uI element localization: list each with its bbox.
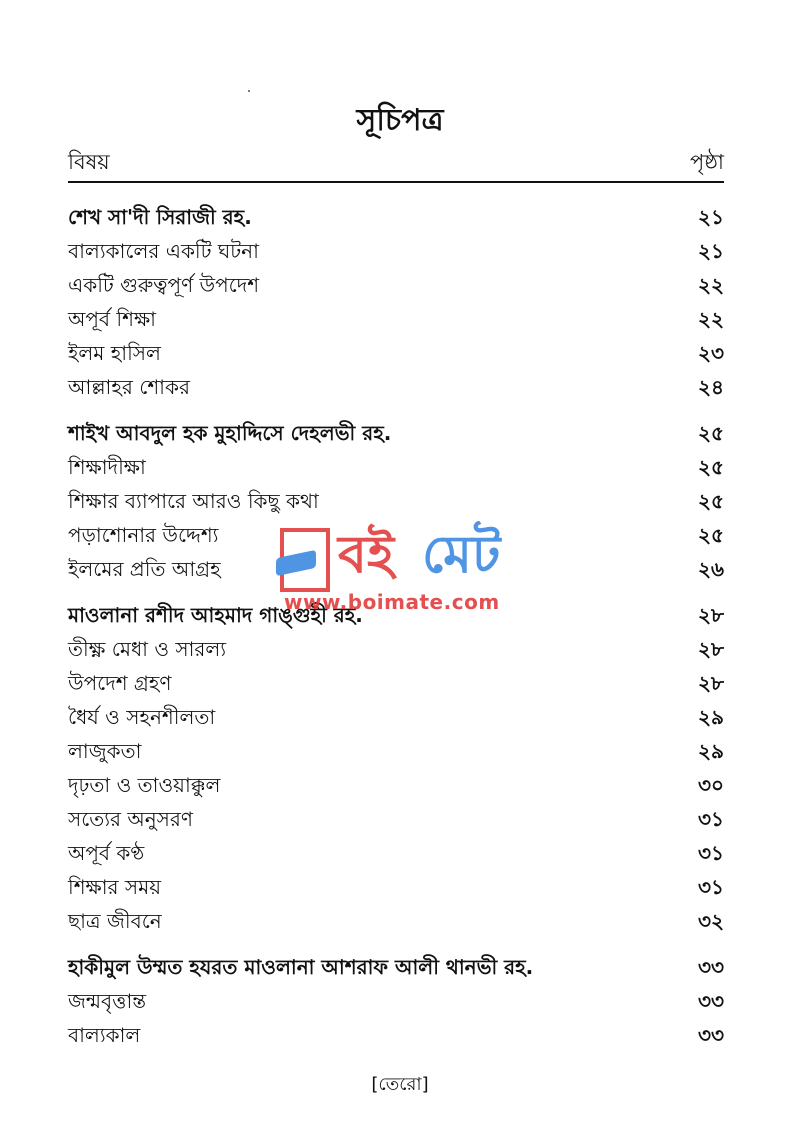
toc-entry-page: ৩৩ [697,989,724,1013]
toc-entry-title: মাওলানা রশীদ আহমাদ গাঙ্গুহী রহ. [68,603,363,627]
toc-entry-title: ছাত্র জীবনে [68,909,162,933]
toc-entry-page: ২১ [698,205,724,229]
toc-entry-row [68,370,724,404]
toc-entry-row [68,268,724,302]
toc-entry-title: তীক্ষ্ণ মেধা ও সারল্য [68,637,227,661]
toc-entry-page: ২৫ [698,523,724,547]
toc-list [68,200,724,1052]
toc-entry-row [68,234,724,268]
toc-entry-page: ৩৩ [697,1023,724,1047]
toc-entry-row [68,700,724,734]
page-column-label: পৃষ্ঠা [689,150,724,174]
toc-entry-page: ৩১ [698,807,724,831]
toc-entry-title: বাল্যকালের একটি ঘটনা [68,239,259,263]
toc-entry-row [68,484,724,518]
toc-entry-title: অপূর্ব কণ্ঠ [68,841,145,865]
toc-entry-row [68,450,724,484]
toc-chapter-row [68,200,724,234]
toc-entry-page: ২২ [697,273,724,297]
toc-entry-page: ২১ [698,239,724,263]
toc-entry-row [68,302,724,336]
toc-entry-page: ২৯ [698,739,724,763]
toc-entry-title: জন্মবৃত্তান্ত [68,989,147,1013]
toc-entry-page: ২৫ [698,421,724,445]
header-divider [68,181,724,183]
toc-entry-row [68,768,724,802]
toc-entry-title: শেখ সা'দী সিরাজী রহ. [68,205,252,229]
toc-entry-row [68,336,724,370]
logo-text-red: বই [338,525,394,585]
page-number-footer: [তেরো] [371,1074,429,1095]
toc-entry-title: ইলমের প্রতি আগ্রহ [68,557,221,581]
toc-entry-page: ৩০ [697,773,724,797]
page-title: সূচিপত্র [356,103,444,138]
toc-entry-row [68,984,724,1018]
toc-entry-row [68,632,724,666]
toc-entry-row [68,904,724,938]
toc-entry-title: পড়াশোনার উদ্দেশ্য [68,523,219,547]
toc-entry-title: শিক্ষার সময় [68,875,162,899]
toc-entry-page: ৩৩ [697,955,724,979]
toc-entry-title: একটি গুরুত্বপূর্ণ উপদেশ [68,273,260,297]
toc-entry-title: শাইখ আবদুল হক মুহাদ্দিসে দেহলভী রহ. [68,421,392,445]
toc-entry-title: শিক্ষার ব্যাপারে আরও কিছু কথা [68,489,319,513]
toc-entry-title: হাকীমুল উম্মত হযরত মাওলানা আশরাফ আলী থানভী রহ. [68,955,534,979]
speck [248,90,250,92]
toc-entry-page: ২৯ [698,705,724,729]
toc-entry-title: বাল্যকাল [68,1023,141,1047]
book-icon [280,528,330,592]
toc-entry-row [68,870,724,904]
toc-entry-row [68,666,724,700]
toc-entry-page: ২৪ [698,375,724,399]
logo-text-blue: মেট [422,525,501,585]
toc-entry-row [68,836,724,870]
toc-entry-title: উপদেশ গ্রহণ [68,671,172,695]
toc-entry-page: ২৫ [698,489,724,513]
subject-column-label: বিষয় [68,150,110,174]
toc-entry-page: ২৮ [698,671,724,695]
toc-entry-page: ২৩ [697,341,724,365]
toc-entry-title: দৃঢ়তা ও তাওয়াক্কুল [68,773,221,797]
toc-entry-page: ২৫ [698,455,724,479]
toc-entry-title: সত্যের অনুসরণ [68,807,193,831]
toc-entry-page: ২৮ [698,603,724,627]
toc-entry-page: ২৮ [698,637,724,661]
toc-entry-row [68,734,724,768]
watermark-url: www.boimate.com [284,590,500,614]
toc-entry-title: ধৈর্য ও সহনশীলতা [68,705,216,729]
toc-entry-page: ৩১ [698,875,724,899]
toc-entry-title: আল্লাহর শোকর [68,375,190,399]
toc-entry-title: লাজুকতা [68,739,142,763]
toc-entry-page: ২৬ [697,557,724,581]
toc-entry-row [68,802,724,836]
toc-entry-page: ৩২ [697,909,724,933]
watermark-logo [280,520,530,615]
toc-entry-title: অপূর্ব শিক্ষা [68,307,156,331]
toc-chapter-row [68,950,724,984]
toc-entry-title: ইলম হাসিল [68,341,161,365]
toc-entry-row [68,1018,724,1052]
toc-chapter-row [68,416,724,450]
toc-entry-page: ২২ [697,307,724,331]
toc-header [68,146,724,180]
toc-entry-page: ৩১ [698,841,724,865]
toc-entry-title: শিক্ষাদীক্ষা [68,455,146,479]
